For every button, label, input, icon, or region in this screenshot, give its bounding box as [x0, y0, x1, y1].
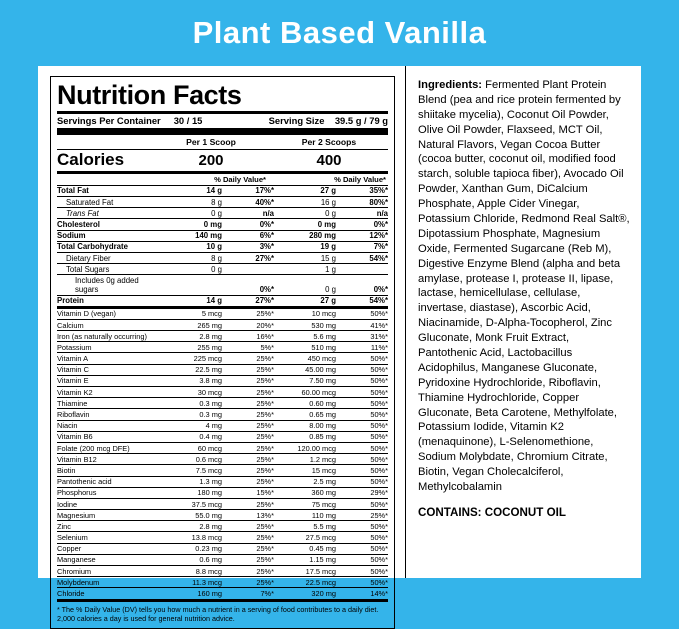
nutrient-amount-col1: 160 mg: [197, 589, 222, 598]
nutrient-dv-col1: 25%*: [222, 420, 274, 431]
table-row: [57, 264, 388, 275]
nutrient-name: Calcium: [57, 319, 160, 330]
nutrient-amount-col1: 0 mg: [160, 219, 222, 230]
nutrient-amount-col2: 16 g: [274, 197, 336, 208]
nutrient-amount-col1: 7.5 mcg: [160, 465, 222, 476]
nutrient-dv-col2: 50%*: [336, 409, 388, 420]
table-row: [57, 186, 388, 197]
table-row: [57, 398, 388, 409]
nutrient-amount-col2: 0 g: [274, 275, 336, 295]
nutrient-amount-col2: 0.45 mg: [274, 543, 336, 554]
nutrient-amount-col1: 3.8 mg: [160, 375, 222, 386]
nutrient-amount-col2: 510 mg: [274, 342, 336, 353]
table-row: [57, 208, 388, 219]
table-row: [57, 375, 388, 386]
table-row: [57, 431, 388, 442]
nutrient-name: Copper: [57, 543, 160, 554]
daily-value-header-col2: % Daily Value*: [334, 174, 386, 184]
nutrient-dv-col1: 25%*: [222, 398, 274, 409]
nutrient-amount-col2: 15 mcg: [274, 465, 336, 476]
nutrient-dv-col1: 3%*: [222, 241, 274, 252]
nutrient-dv-col1: 0%*: [222, 219, 274, 230]
nutrient-amount-col1: 5 mcg: [160, 309, 222, 320]
calories-value-col2: 400: [316, 152, 342, 170]
table-row: [57, 498, 388, 509]
calories-row: [57, 150, 388, 171]
divider-under-servings: [57, 128, 388, 135]
nutrient-name: Folate (200 mcg DFE): [57, 442, 160, 453]
table-row: [57, 566, 388, 577]
nutrient-dv-col1: 7%*: [260, 589, 274, 598]
servings-per-container: Servings Per Container 30 / 15: [57, 115, 203, 126]
table-row: [57, 510, 388, 521]
nutrient-dv-col2: 50%*: [336, 420, 388, 431]
nutrient-dv-col1: 25%*: [222, 309, 274, 320]
nutrient-name: Total Carbohydrate: [57, 241, 160, 252]
table-row: [57, 588, 388, 599]
nutrient-name: Vitamin E: [57, 375, 160, 386]
nutrient-dv-col1: 25%*: [222, 364, 274, 375]
nutrient-amount-col1: 11.3 mcg: [160, 577, 222, 588]
nutrient-dv-col2: 50%*: [336, 521, 388, 532]
nutrient-name: Vitamin D (vegan): [57, 309, 160, 320]
nutrient-amount-col2: 0 mg: [274, 219, 336, 230]
ingredients-text: Fermented Plant Protein Blend (pea and rice protein fermented by shiitake mycelia), Coconut Oil Powder, Olive Oil Powder, Flaxseed, MCT Oil, Natural Flavors, Vegan Cocoa Butter (cocoa butter, coconut oil, modified food starch, soluble tapioca fiber), Avocado Oil Powder, Xanthan Gum, DiCalcium Phosphate, Apple Cider Vinegar, Potassium Chloride, Redmond Real Salt®, Dipotassium Phosphate, Magnesium Oxide, Fermented Sugarcane (Reb M), Digestive Enzyme Blend (alpha and beta amylase, protease I, protease II, lipase, lactase, hemicellulase, cellulase, invertase, diastase), Ascorbic Acid, Niacinamide, D-Alpha-Tocopherol, Zinc Gluconate, Monk Fruit Extract, Pantothenic Acid, Lactobacillus Acidophilus, Manganese Gluconate, Pyridoxine Hydrochloride, Riboflavin, Thiamine Hydrochloride, Copper Gluconate, Beta Carotene, Methylfolate, Potassium Iodide, Vitamin K2 (menaquinone), L-Selenomethione, Sodium Molybdate, Chromium Citrate, Biotin, Vegan Cholecalciferol, Methylcobalamin: [418, 79, 630, 494]
nutrient-amount-col1: 255 mg: [160, 342, 222, 353]
nutrient-amount-col1: 8 g: [160, 197, 222, 208]
nutrient-dv-col1: 25%*: [222, 521, 274, 532]
nutrient-amount-col1: [160, 275, 222, 295]
nutrient-name: Manganese: [57, 554, 160, 565]
nutrient-dv-col2: 54%*: [336, 252, 388, 263]
nutrient-dv-col2: 7%*: [336, 241, 388, 252]
nutrient-dv-col1: 25%*: [222, 454, 274, 465]
nutrient-dv-col1: 25%*: [222, 566, 274, 577]
nutrient-amount-col1: 13.8 mcg: [160, 532, 222, 543]
nutrient-dv-col2: 50%*: [336, 442, 388, 453]
nutrition-facts-box: [50, 76, 395, 629]
nutrient-amount-col1: 0.3 mg: [160, 409, 222, 420]
nutrient-name: Total Sugars: [57, 264, 160, 275]
table-row: [57, 197, 388, 208]
nutrient-amount-col1: 0.6 mcg: [160, 454, 222, 465]
table-row: [57, 342, 388, 353]
nutrient-amount-col2: 17.5 mcg: [274, 566, 336, 577]
nutrient-amount-col2: 27 g: [274, 186, 336, 197]
nutrient-name: Phosphorus: [57, 487, 160, 498]
nutrient-dv-col1: 27%*: [222, 252, 274, 263]
table-row: [57, 241, 388, 252]
nutrient-dv-col2: 11%*: [336, 342, 388, 353]
table-row: [57, 295, 388, 306]
nutrient-amount-col2: 1.15 mg: [274, 554, 336, 565]
nutrient-name: Sodium: [57, 230, 160, 241]
table-row: [57, 454, 388, 465]
table-row: [57, 364, 388, 375]
nutrient-dv-col1: 25%*: [222, 476, 274, 487]
table-row: [57, 409, 388, 420]
nutrient-dv-col2: 50%*: [336, 454, 388, 465]
nutrient-amount-col2: 27 g: [320, 296, 336, 306]
nutrient-dv-col1: 0%*: [222, 275, 274, 295]
vitamin-mineral-rows: [57, 309, 388, 599]
table-row: [57, 532, 388, 543]
column-header-per-2-scoops: Per 2 Scoops: [301, 137, 357, 147]
nutrient-amount-col2: 5.5 mg: [274, 521, 336, 532]
nutrient-amount-col1: 0.4 mg: [160, 431, 222, 442]
table-row: [57, 420, 388, 431]
nutrient-amount-col2: 22.5 mcg: [274, 577, 336, 588]
nutrient-amount-col1: 225 mcg: [160, 353, 222, 364]
daily-value-header-col1: % Daily Value*: [214, 174, 266, 184]
vitamin-mineral-table: [57, 309, 388, 599]
nutrient-dv-col2: 50%*: [336, 375, 388, 386]
nutrient-dv-col1: 25%*: [222, 465, 274, 476]
nutrient-name: Vitamin K2: [57, 387, 160, 398]
nutrient-name: Vitamin B12: [57, 454, 160, 465]
nutrient-amount-col2: 110 mg: [274, 510, 336, 521]
nutrient-dv-col2: 31%*: [336, 331, 388, 342]
ingredients-column: [406, 66, 641, 578]
nutrient-amount-col2: 7.50 mg: [274, 375, 336, 386]
nutrient-name: Iron (as naturally occurring): [57, 331, 160, 342]
nutrient-amount-col1: 14 g: [206, 296, 222, 306]
nutrient-dv-col2: 14%*: [370, 589, 388, 598]
nutrient-amount-col1: 2.8 mg: [160, 521, 222, 532]
nutrient-dv-col2: 25%*: [336, 510, 388, 521]
nutrient-amount-col1: 14 g: [160, 186, 222, 197]
nutrient-name: Iodine: [57, 498, 160, 509]
nutrient-name: Vitamin C: [57, 364, 160, 375]
nutrient-name: Riboflavin: [57, 409, 160, 420]
nutrient-name: Biotin: [57, 465, 160, 476]
nutrient-amount-col1: 30 mcg: [160, 387, 222, 398]
macronutrient-rows: [57, 186, 388, 306]
table-row: [57, 230, 388, 241]
nutrient-dv-col2: 50%*: [336, 398, 388, 409]
nutrient-amount-col2: 15 g: [274, 252, 336, 263]
calories-label: Calories: [57, 150, 125, 169]
column-header-per-1-scoop: Per 1 Scoop: [186, 137, 236, 147]
nutrient-dv-col2: 50%*: [336, 465, 388, 476]
contains-statement: CONTAINS: COCONUT OIL: [418, 505, 566, 519]
nutrient-name: Includes 0g added sugars: [57, 275, 160, 295]
nutrient-amount-col1: 140 mg: [160, 230, 222, 241]
nutrient-dv-col1: 13%*: [222, 510, 274, 521]
nutrient-name: Total Fat: [57, 186, 160, 197]
nutrient-amount-col2: 60.00 mcg: [274, 387, 336, 398]
nutrient-name: Protein: [57, 296, 84, 306]
nutrient-dv-col2: 50%*: [336, 577, 388, 588]
nutrient-name: Chloride: [57, 589, 85, 598]
table-row: [57, 353, 388, 364]
nutrient-name: Magnesium: [57, 510, 160, 521]
nutrient-amount-col1: 0 g: [160, 264, 222, 275]
nutrient-dv-col2: 41%*: [336, 319, 388, 330]
nutrient-amount-col2: 320 mg: [311, 589, 336, 598]
nutrient-name: Saturated Fat: [57, 197, 160, 208]
nutrition-facts-heading: Nutrition Facts: [57, 80, 242, 110]
nutrient-dv-col1: 25%*: [222, 375, 274, 386]
nutrient-name: Thiamine: [57, 398, 160, 409]
nutrient-dv-col1: 40%*: [222, 197, 274, 208]
nutrient-dv-col1: n/a: [222, 208, 274, 219]
nutrient-dv-col2: 12%*: [336, 230, 388, 241]
nutrient-amount-col1: 180 mg: [160, 487, 222, 498]
nutrient-dv-col2: 50%*: [336, 309, 388, 320]
nutrient-amount-col2: 450 mcg: [274, 353, 336, 364]
nutrient-name: Chromium: [57, 566, 160, 577]
nutrient-name: Pantothenic acid: [57, 476, 160, 487]
nutrient-amount-col1: 10 g: [160, 241, 222, 252]
nutrient-dv-col1: 16%*: [222, 331, 274, 342]
nutrient-amount-col2: 280 mg: [274, 230, 336, 241]
table-row: [57, 319, 388, 330]
nutrient-amount-col2: 0.65 mg: [274, 409, 336, 420]
nutrient-dv-col2: 50%*: [336, 554, 388, 565]
table-row: [57, 331, 388, 342]
serving-size: Serving Size 39.5 g / 79 g: [268, 115, 388, 126]
nutrient-dv-col1: 25%*: [222, 498, 274, 509]
nutrient-amount-col2: 75 mcg: [274, 498, 336, 509]
daily-value-header-row: [57, 174, 388, 185]
table-row: [57, 387, 388, 398]
table-row: [57, 219, 388, 230]
nutrient-name: Niacin: [57, 420, 160, 431]
nutrient-amount-col2: 1 g: [274, 264, 336, 275]
nutrient-dv-col2: 50%*: [336, 353, 388, 364]
nutrient-amount-col1: 0 g: [160, 208, 222, 219]
nutrient-amount-col1: 2.8 mg: [160, 331, 222, 342]
nutrient-dv-col2: [336, 264, 388, 275]
nutrient-dv-col2: 54%*: [369, 296, 388, 306]
nutrient-name: Dietary Fiber: [57, 252, 160, 263]
nutrient-dv-col2: 50%*: [336, 387, 388, 398]
daily-value-footnote: * The % Daily Value (DV) tells you how much a nutrient in a serving of food contributes to a daily diet. 2,000 calories a day is used for general nutrition advice.: [57, 604, 379, 623]
table-row: [57, 521, 388, 532]
nutrient-amount-col2: 0.60 mg: [274, 398, 336, 409]
nutrient-dv-col1: 20%*: [222, 319, 274, 330]
table-row: [57, 543, 388, 554]
table-row: [57, 252, 388, 263]
nutrient-dv-col2: 50%*: [336, 476, 388, 487]
ingredients-label: Ingredients:: [418, 79, 483, 91]
nutrient-dv-col1: 25%*: [222, 442, 274, 453]
nutrient-dv-col1: 27%*: [255, 296, 274, 306]
nutrient-amount-col2: 360 mg: [274, 487, 336, 498]
nutrient-amount-col1: 37.5 mcg: [160, 498, 222, 509]
table-row: [57, 577, 388, 588]
nutrient-name: Selenium: [57, 532, 160, 543]
nutrient-amount-col2: 0 g: [274, 208, 336, 219]
nutrient-name: Trans Fat: [57, 208, 160, 219]
nutrient-amount-col2: 2.5 mg: [274, 476, 336, 487]
nutrient-dv-col2: 50%*: [336, 498, 388, 509]
nutrient-dv-col2: 50%*: [336, 431, 388, 442]
nutrient-dv-col1: 25%*: [222, 431, 274, 442]
nutrient-amount-col1: 60 mcg: [160, 442, 222, 453]
table-row: [57, 476, 388, 487]
table-row: [57, 309, 388, 320]
nutrient-dv-col1: 17%*: [222, 186, 274, 197]
nutrient-dv-col1: 25%*: [222, 543, 274, 554]
page-title: Plant Based Vanilla: [192, 15, 487, 50]
calories-value-col1: 200: [198, 152, 224, 170]
nutrient-amount-col1: 0.6 mg: [160, 554, 222, 565]
nutrient-name: Vitamin A: [57, 353, 160, 364]
nutrient-dv-col2: 80%*: [336, 197, 388, 208]
nutrient-dv-col2: 29%*: [336, 487, 388, 498]
nutrient-dv-col2: n/a: [336, 208, 388, 219]
nutrient-dv-col1: 25%*: [222, 554, 274, 565]
column-headers: [57, 135, 388, 149]
nutrient-dv-col1: 25%*: [222, 409, 274, 420]
table-row: [57, 554, 388, 565]
nutrient-name: Potassium: [57, 342, 160, 353]
servings-row: [57, 114, 388, 128]
ingredients-paragraph: [418, 78, 631, 495]
nutrient-dv-col2: 50%*: [336, 364, 388, 375]
nutrient-amount-col2: 5.6 mg: [274, 331, 336, 342]
nutrient-amount-col1: 265 mg: [160, 319, 222, 330]
column-header-spacer: [57, 137, 152, 147]
nutrient-dv-col1: 5%*: [222, 342, 274, 353]
nutrient-amount-col2: 27.5 mcg: [274, 532, 336, 543]
nutrient-amount-col2: 120.00 mcg: [274, 442, 336, 453]
nutrient-dv-col2: 50%*: [336, 543, 388, 554]
nutrient-amount-col2: 19 g: [274, 241, 336, 252]
nutrient-dv-col2: 0%*: [336, 219, 388, 230]
label-panel: [38, 66, 641, 623]
nutrient-amount-col1: 8.8 mcg: [160, 566, 222, 577]
nutrient-dv-col1: 6%*: [222, 230, 274, 241]
nutrient-name: Zinc: [57, 521, 160, 532]
table-row: [57, 465, 388, 476]
nutrient-dv-col2: 50%*: [336, 566, 388, 577]
table-row: [57, 275, 388, 295]
nutrient-dv-col1: 25%*: [222, 532, 274, 543]
nutrient-amount-col2: 45.00 mg: [274, 364, 336, 375]
nutrition-facts-column: [38, 66, 406, 623]
nutrient-amount-col1: 22.5 mg: [160, 364, 222, 375]
nutrient-dv-col1: 15%*: [222, 487, 274, 498]
macronutrient-table: [57, 186, 388, 306]
nutrient-name: Molybdenum: [57, 577, 160, 588]
nutrient-amount-col2: 0.85 mg: [274, 431, 336, 442]
nutrient-amount-col2: 10 mcg: [274, 309, 336, 320]
nutrient-amount-col1: 0.3 mg: [160, 398, 222, 409]
nutrient-name: Vitamin B6: [57, 431, 160, 442]
nutrient-dv-col2: 35%*: [336, 186, 388, 197]
nutrient-amount-col1: 55.0 mg: [160, 510, 222, 521]
nutrient-dv-col1: 25%*: [222, 353, 274, 364]
nutrient-name: Cholesterol: [57, 219, 160, 230]
table-row: [57, 442, 388, 453]
nutrient-dv-col1: 25%*: [222, 577, 274, 588]
nutrient-amount-col1: 0.23 mg: [160, 543, 222, 554]
nutrient-amount-col2: 530 mg: [274, 319, 336, 330]
table-row: [57, 487, 388, 498]
nutrient-dv-col1: [222, 264, 274, 275]
nutrient-amount-col1: 1.3 mg: [160, 476, 222, 487]
nutrient-dv-col2: 0%*: [336, 275, 388, 295]
nutrient-dv-col2: 50%*: [336, 532, 388, 543]
nutrient-dv-col1: 25%*: [222, 387, 274, 398]
nutrient-amount-col1: 4 mg: [160, 420, 222, 431]
nutrient-amount-col1: 8 g: [160, 252, 222, 263]
nutrient-amount-col2: 1.2 mcg: [274, 454, 336, 465]
nutrient-amount-col2: 8.00 mg: [274, 420, 336, 431]
